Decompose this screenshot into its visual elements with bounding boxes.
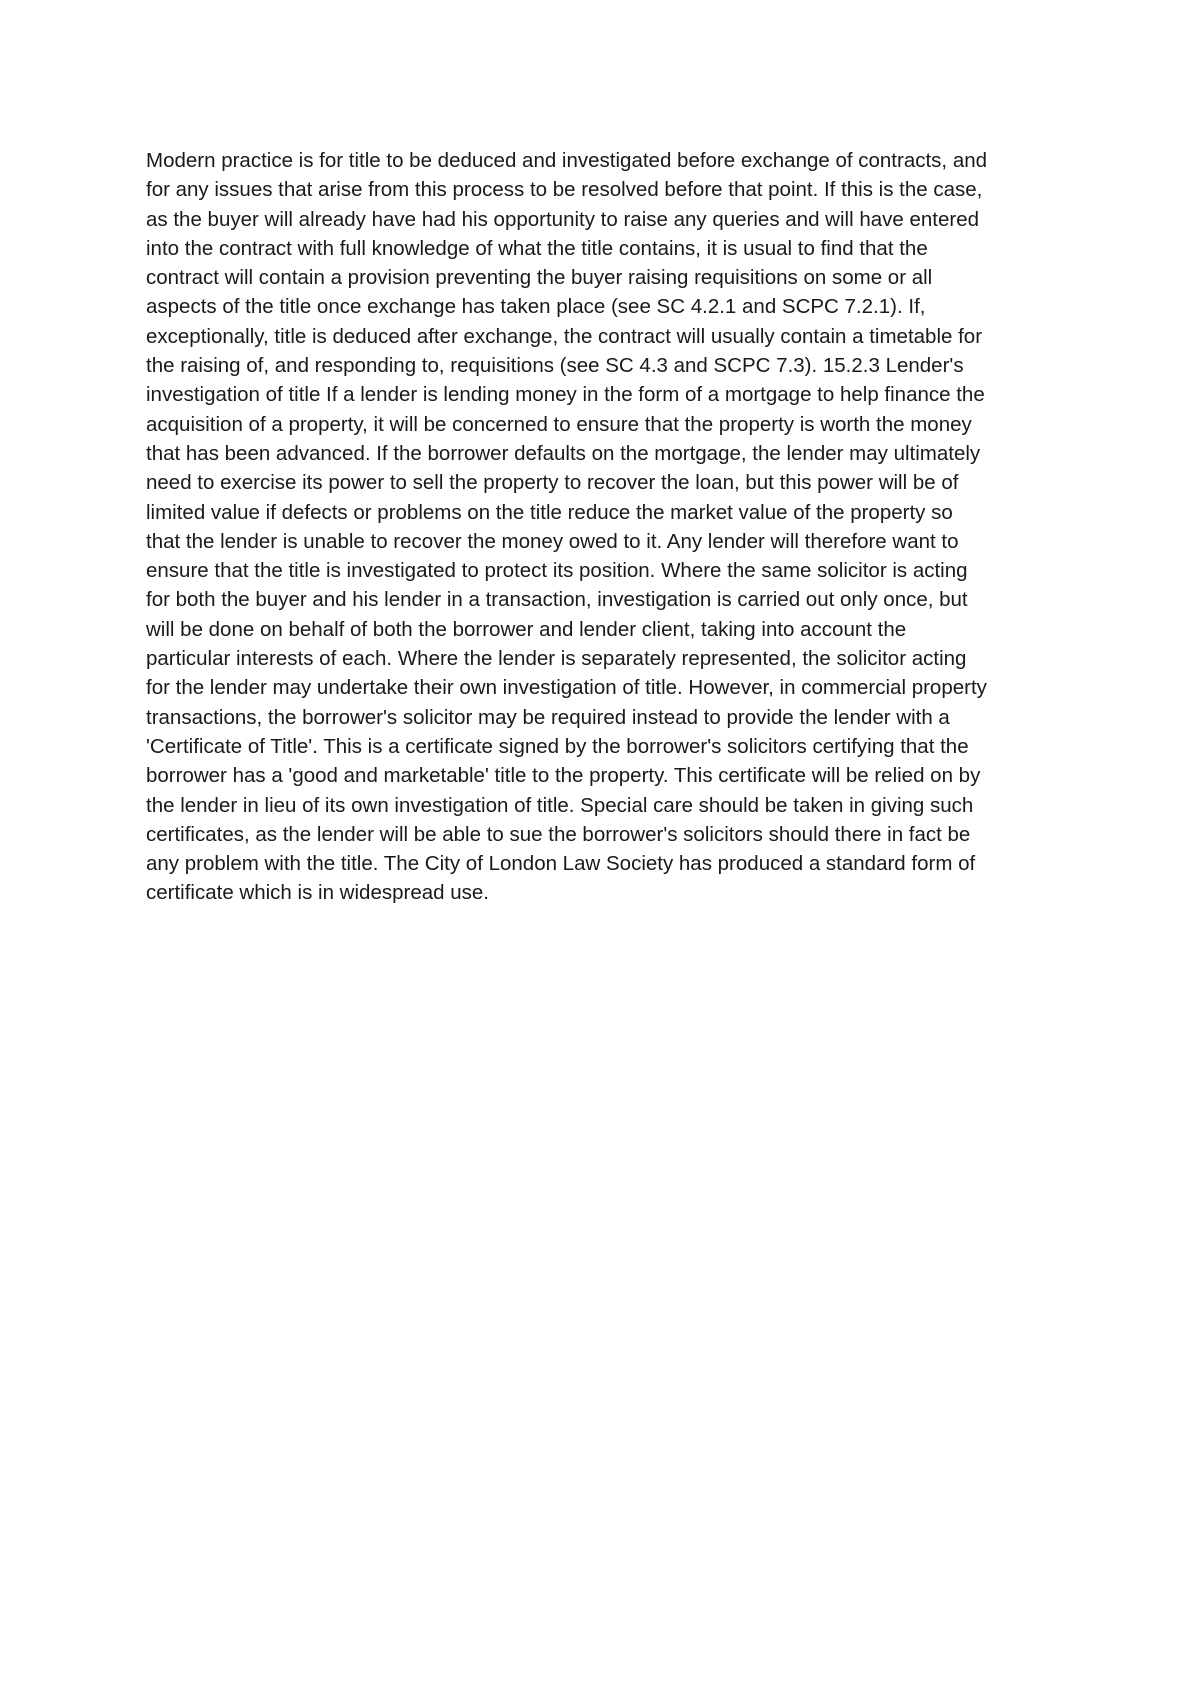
text-line: that has been advanced. If the borrower defaults on the mortgage, the lender may ultimately xyxy=(146,441,981,465)
text-line: exceptionally, title is deduced after exchange, the contract will usually contain a timetable for xyxy=(146,324,983,348)
text-line: as the buyer will already have had his opportunity to raise any queries and will have entered xyxy=(146,207,980,231)
text-line: the raising of, and responding to, requisitions (see SC 4.3 and SCPC 7.3). 15.2.3 Lender's xyxy=(146,354,964,378)
body-paragraph xyxy=(146,146,1066,908)
text-line: aspects of the title once exchange has taken place (see SC 4.2.1 and SCPC 7.2.1). If, xyxy=(146,295,926,319)
text-line: any problem with the title. The City of London Law Society has produced a standard form of xyxy=(146,852,976,876)
text-line: need to exercise its power to sell the property to recover the loan, but this power will be of xyxy=(146,471,959,495)
text-line: 'Certificate of Title'. This is a certificate signed by the borrower's solicitors certifying that the xyxy=(146,734,969,758)
text-line: investigation of title If a lender is lending money in the form of a mortgage to help finance the xyxy=(146,383,985,407)
text-line: for any issues that arise from this process to be resolved before that point. If this is the case, xyxy=(146,178,983,202)
text-line: acquisition of a property, it will be concerned to ensure that the property is worth the money xyxy=(146,412,972,436)
text-line: will be done on behalf of both the borrower and lender client, taking into account the xyxy=(146,617,907,641)
text-line: certificate which is in widespread use. xyxy=(146,881,489,905)
text-line: that the lender is unable to recover the money owed to it. Any lender will therefore want to xyxy=(146,529,959,553)
text-line: limited value if defects or problems on the title reduce the market value of the property so xyxy=(146,500,953,524)
text-line: into the contract with full knowledge of what the title contains, it is usual to find that the xyxy=(146,236,928,260)
text-line: borrower has a 'good and marketable' title to the property. This certificate will be relied on by xyxy=(146,764,981,788)
text-line: transactions, the borrower's solicitor may be required instead to provide the lender with a xyxy=(146,705,950,729)
text-line: contract will contain a provision preventing the buyer raising requisitions on some or all xyxy=(146,266,933,290)
text-line: Modern practice is for title to be deduced and investigated before exchange of contracts, and xyxy=(146,149,988,172)
text-line: particular interests of each. Where the lender is separately represented, the solicitor acting xyxy=(146,647,967,671)
text-line: the lender in lieu of its own investigation of title. Special care should be taken in giving such xyxy=(146,793,974,817)
text-line: certificates, as the lender will be able to sue the borrower's solicitors should there in fact be xyxy=(146,822,971,846)
text-line: for both the buyer and his lender in a transaction, investigation is carried out only once, but xyxy=(146,588,968,612)
text-line: for the lender may undertake their own investigation of title. However, in commercial property xyxy=(146,676,987,700)
text-line: ensure that the title is investigated to protect its position. Where the same solicitor is acting xyxy=(146,559,968,583)
